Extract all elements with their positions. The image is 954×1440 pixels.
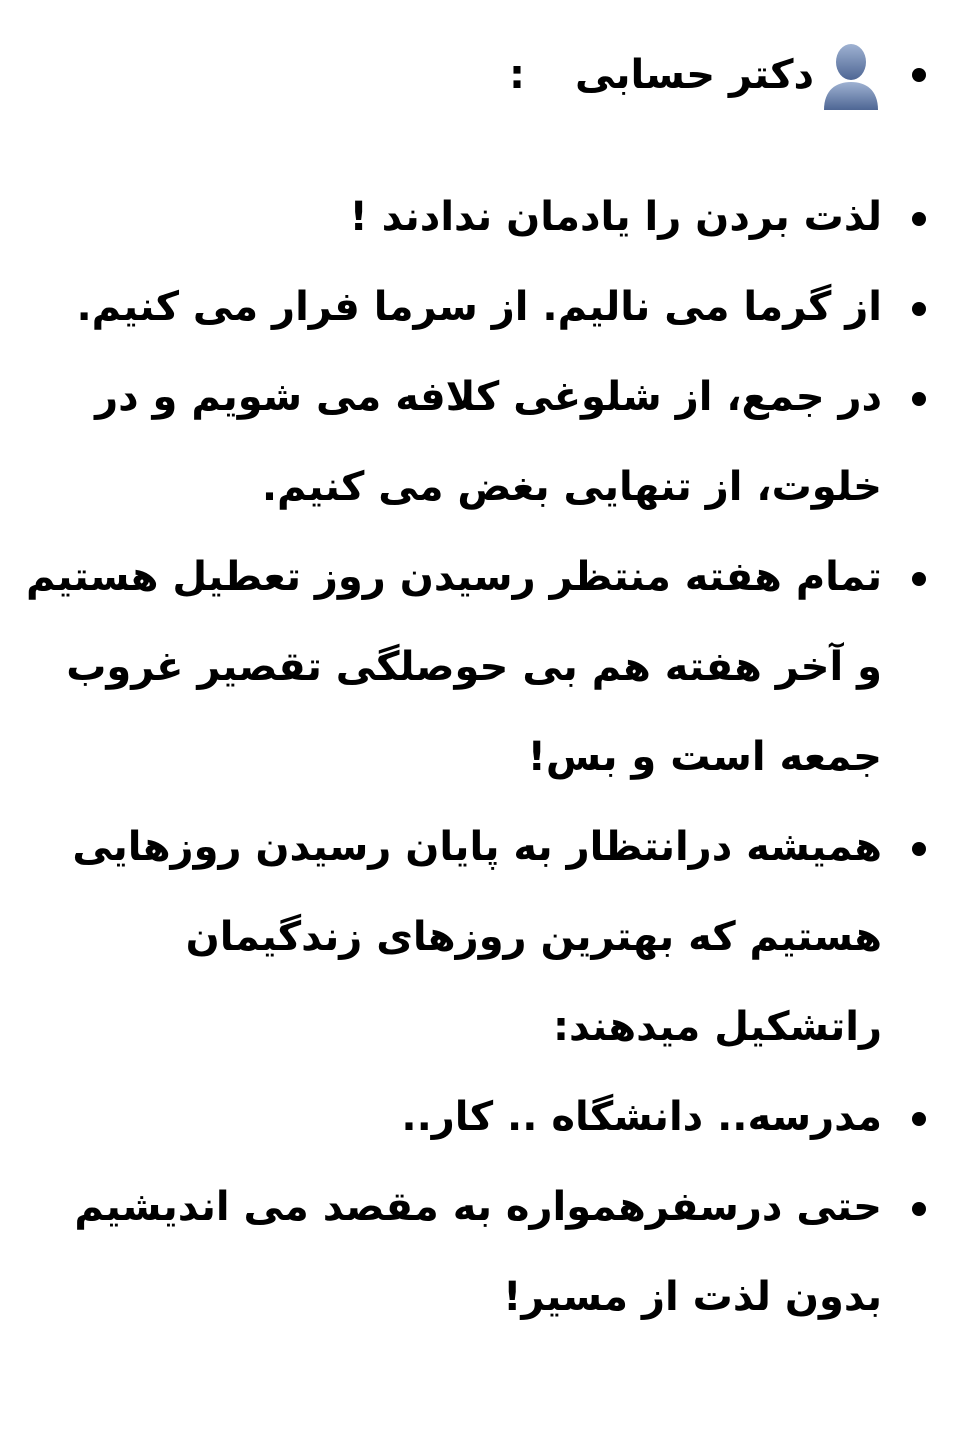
- list-item: [6, 352, 926, 532]
- list-item-text: مدرسه.. دانشگاه .. کار..: [401, 1094, 882, 1140]
- person-silhouette-icon: [820, 40, 882, 110]
- bullet-dot: [912, 1202, 926, 1216]
- list-item: [6, 1072, 926, 1162]
- list-item-text: تمام هفته منتظر رسیدن روز تعطیل هستیم و آخر هفته هم بی حوصلگی تقصیر غروب جمعه است و بس!: [25, 554, 882, 780]
- bullet-dot: [912, 572, 926, 586]
- quote-list: [6, 172, 926, 1342]
- bullet-dot: [912, 842, 926, 856]
- list-item-text: همیشه درانتظار به پایان رسیدن روزهایی هستیم که بهترین روزهای زندگیمان راتشکیل میدهند:: [72, 824, 882, 1050]
- list-item: [6, 1162, 926, 1342]
- bullet-dot: [912, 392, 926, 406]
- bullet-dot: [912, 68, 926, 82]
- list-item-text: از گرما می نالیم. از سرما فرار می کنیم.: [76, 284, 882, 330]
- bullet-dot: [912, 1112, 926, 1126]
- list-item: [6, 262, 926, 352]
- list-item-text: حتی درسفرهمواره به مقصد می اندیشیم بدون لذت از مسیر!: [74, 1184, 882, 1320]
- list-item-text: لذت بردن را یادمان ندادند !: [349, 194, 882, 240]
- bullet-dot: [912, 212, 926, 226]
- list-item-text: در جمع، از شلوغی کلافه می شویم و در خلوت، از تنهایی بغض می کنیم.: [95, 374, 882, 510]
- bullet-dot: [912, 302, 926, 316]
- list-item: [6, 802, 926, 1072]
- author-name: دکتر حسابی: [575, 52, 814, 98]
- author-colon: :: [509, 52, 526, 98]
- author-line: [26, 30, 926, 120]
- list-item: [6, 532, 926, 802]
- list-item: [6, 172, 926, 262]
